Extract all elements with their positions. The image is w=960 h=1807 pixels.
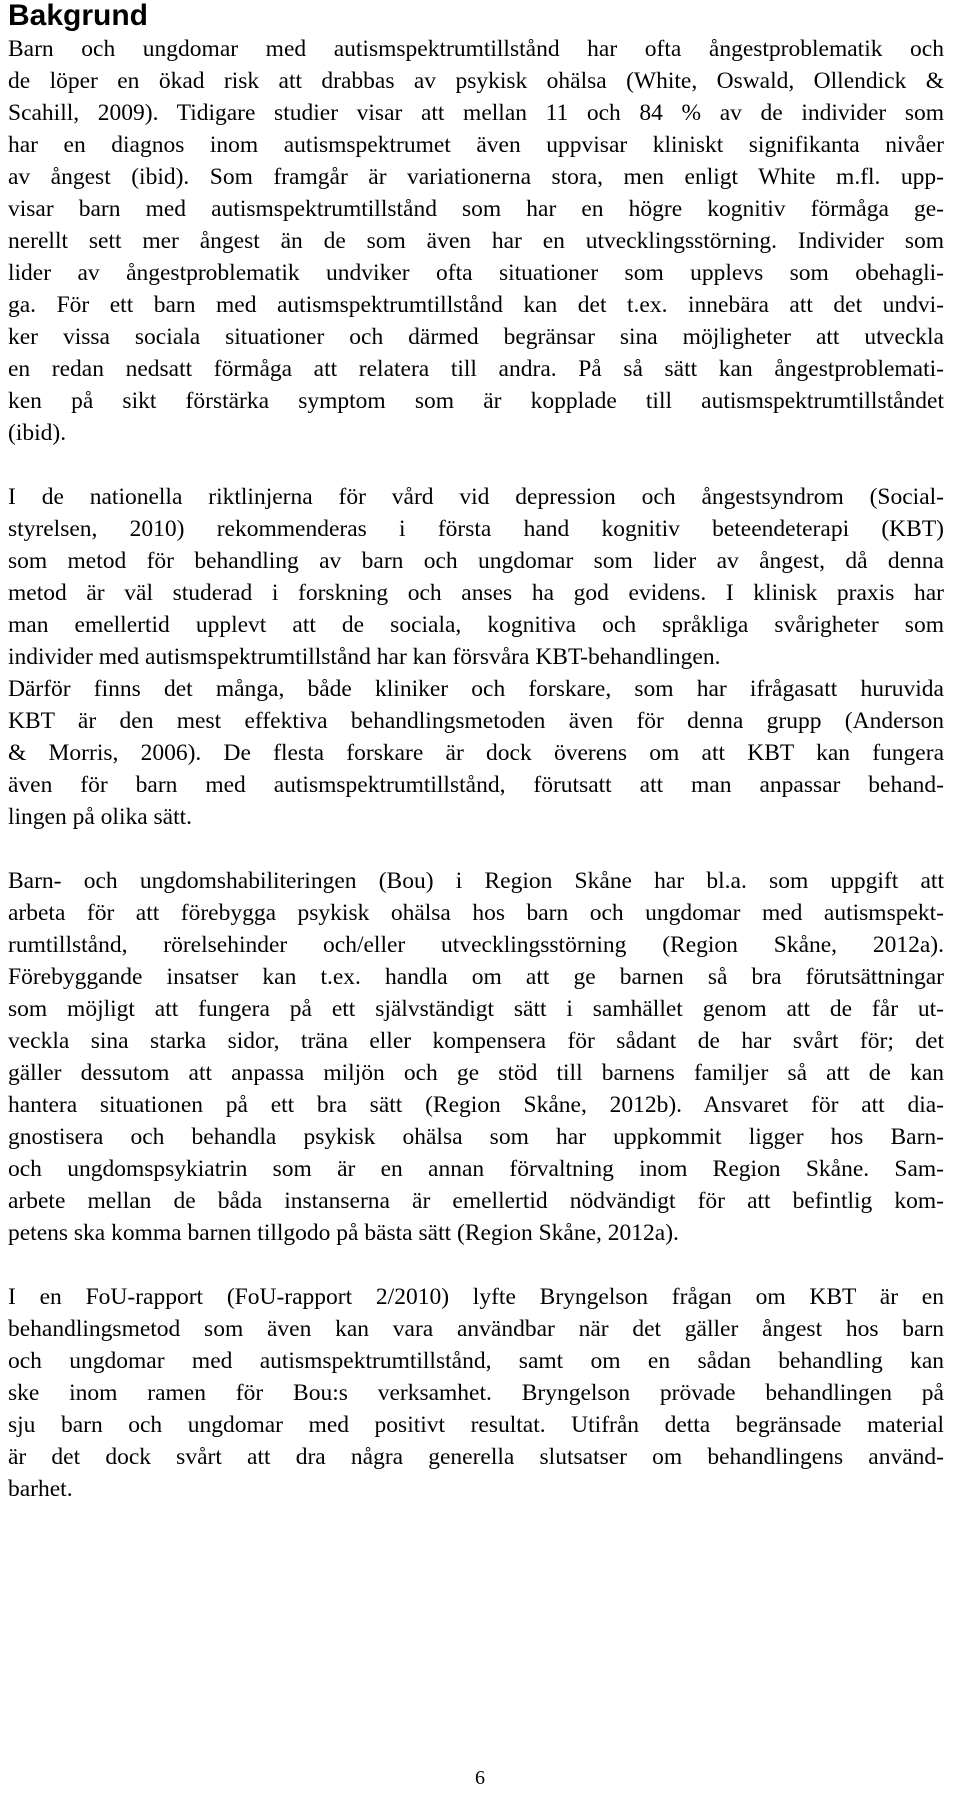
paragraph-background-2 — [8, 481, 944, 833]
text-line: I de nationella riktlinjerna för vård vid depression och ångestsyndrom (Social- — [8, 484, 944, 510]
text-line: visar barn med autismspektrumtillstånd som har en högre kognitiv förmåga ge- — [8, 196, 944, 222]
text-line: lider av ångestproblematik undviker ofta situationer som upplevs som obehagli- — [8, 260, 944, 286]
text-line: styrelsen, 2010) rekommenderas i första hand kognitiv beteendeterapi (KBT) — [8, 516, 944, 542]
text-line: Därför finns det många, både kliniker och forskare, som har ifrågasatt huruvida — [8, 676, 944, 702]
text-line: behandlingsmetod som även kan vara användbar när det gäller ångest hos barn — [8, 1316, 944, 1342]
text-line: Barn och ungdomar med autismspektrumtillstånd har ofta ångestproblematik och — [8, 36, 944, 62]
text-line: som metod för behandling av barn och ungdomar som lider av ångest, då denna — [8, 548, 944, 574]
paragraph-spacer — [8, 449, 944, 481]
text-line: Scahill, 2009). Tidigare studier visar att mellan 11 och 84 % av de individer som — [8, 100, 944, 126]
text-line: metod är väl studerad i forskning och anses ha god evidens. I klinisk praxis har — [8, 580, 944, 606]
section-heading: Bakgrund — [8, 0, 149, 32]
paragraph-background-1 — [8, 33, 944, 449]
text-line: en redan nedsatt förmåga att relatera till andra. På så sätt kan ångestproblemati- — [8, 356, 944, 382]
paragraph-background-3 — [8, 865, 944, 1249]
text-line: har en diagnos inom autismspektrumet även uppvisar kliniskt signifikanta nivåer — [8, 132, 944, 158]
text-line: arbete mellan de båda instanserna är emellertid nödvändigt för att befintlig kom- — [8, 1188, 944, 1214]
text-line: gäller dessutom att anpassa miljön och ge stöd till barnens familjer så att de kan — [8, 1060, 944, 1086]
text-line: rumtillstånd, rörelsehinder och/eller utvecklingsstörning (Region Skåne, 2012a). — [8, 932, 944, 958]
text-line: man emellertid upplevt att de sociala, kognitiva och språkliga svårigheter som — [8, 612, 944, 638]
text-line: petens ska komma barnen tillgodo på bästa sätt (Region Skåne, 2012a). — [8, 1220, 679, 1246]
text-line: hantera situationen på ett bra sätt (Region Skåne, 2012b). Ansvaret för att dia- — [8, 1092, 944, 1118]
text-line: arbeta för att förebygga psykisk ohälsa hos barn och ungdomar med autismspekt- — [8, 900, 944, 926]
text-line: veckla sina starka sidor, träna eller kompensera för sådant de har svårt för; det — [8, 1028, 944, 1054]
text-line: KBT är den mest effektiva behandlingsmetoden även för denna grupp (Anderson — [8, 708, 944, 734]
text-line: ken på sikt förstärka symptom som är kopplade till autismspektrumtillståndet — [8, 388, 944, 414]
page-number: 6 — [475, 1767, 485, 1789]
text-line: ske inom ramen för Bou:s verksamhet. Bryngelson prövade behandlingen på — [8, 1380, 944, 1406]
paragraph-background-4 — [8, 1281, 944, 1505]
text-line: ker vissa sociala situationer och därmed begränsar sina möjligheter att utveckla — [8, 324, 944, 350]
text-line: Barn- och ungdomshabiliteringen (Bou) i Region Skåne har bl.a. som uppgift att — [8, 868, 944, 894]
text-line: och ungdomar med autismspektrumtillstånd, samt om en sådan behandling kan — [8, 1348, 944, 1374]
text-line: & Morris, 2006). De flesta forskare är dock överens om att KBT kan fungera — [8, 740, 944, 766]
text-line: och ungdomspsykiatrin som är en annan förvaltning inom Region Skåne. Sam- — [8, 1156, 944, 1182]
text-line: sju barn och ungdomar med positivt resultat. Utifrån detta begränsade material — [8, 1412, 944, 1438]
text-line: gnostisera och behandla psykisk ohälsa som har uppkommit ligger hos Barn- — [8, 1124, 944, 1150]
document-page — [8, 0, 944, 1505]
text-line: som möjligt att fungera på ett självständigt sätt i samhället genom att de får ut- — [8, 996, 944, 1022]
text-line: de löper en ökad risk att drabbas av psykisk ohälsa (White, Oswald, Ollendick & — [8, 68, 944, 94]
text-line: individer med autismspektrumtillstånd har kan försvåra KBT-behandlingen. — [8, 644, 721, 670]
text-line: (ibid). — [8, 420, 67, 446]
text-line: Förebyggande insatser kan t.ex. handla om att ge barnen så bra förutsättningar — [8, 964, 944, 990]
text-line: barhet. — [8, 1476, 73, 1502]
paragraph-spacer — [8, 833, 944, 865]
text-line: I en FoU-rapport (FoU-rapport 2/2010) lyfte Bryngelson frågan om KBT är en — [8, 1284, 944, 1310]
text-line: nerellt sett mer ångest än de som även har en utvecklingsstörning. Individer som — [8, 228, 944, 254]
text-line: ga. För ett barn med autismspektrumtillstånd kan det t.ex. innebära att det undvi- — [8, 292, 944, 318]
text-line: är det dock svårt att dra några generella slutsatser om behandlingens använd- — [8, 1444, 944, 1470]
paragraph-spacer — [8, 1249, 944, 1281]
text-line: lingen på olika sätt. — [8, 804, 193, 830]
text-line: även för barn med autismspektrumtillstånd, förutsatt att man anpassar behand- — [8, 772, 944, 798]
text-line: av ångest (ibid). Som framgår är variationerna stora, men enligt White m.fl. upp- — [8, 164, 944, 190]
